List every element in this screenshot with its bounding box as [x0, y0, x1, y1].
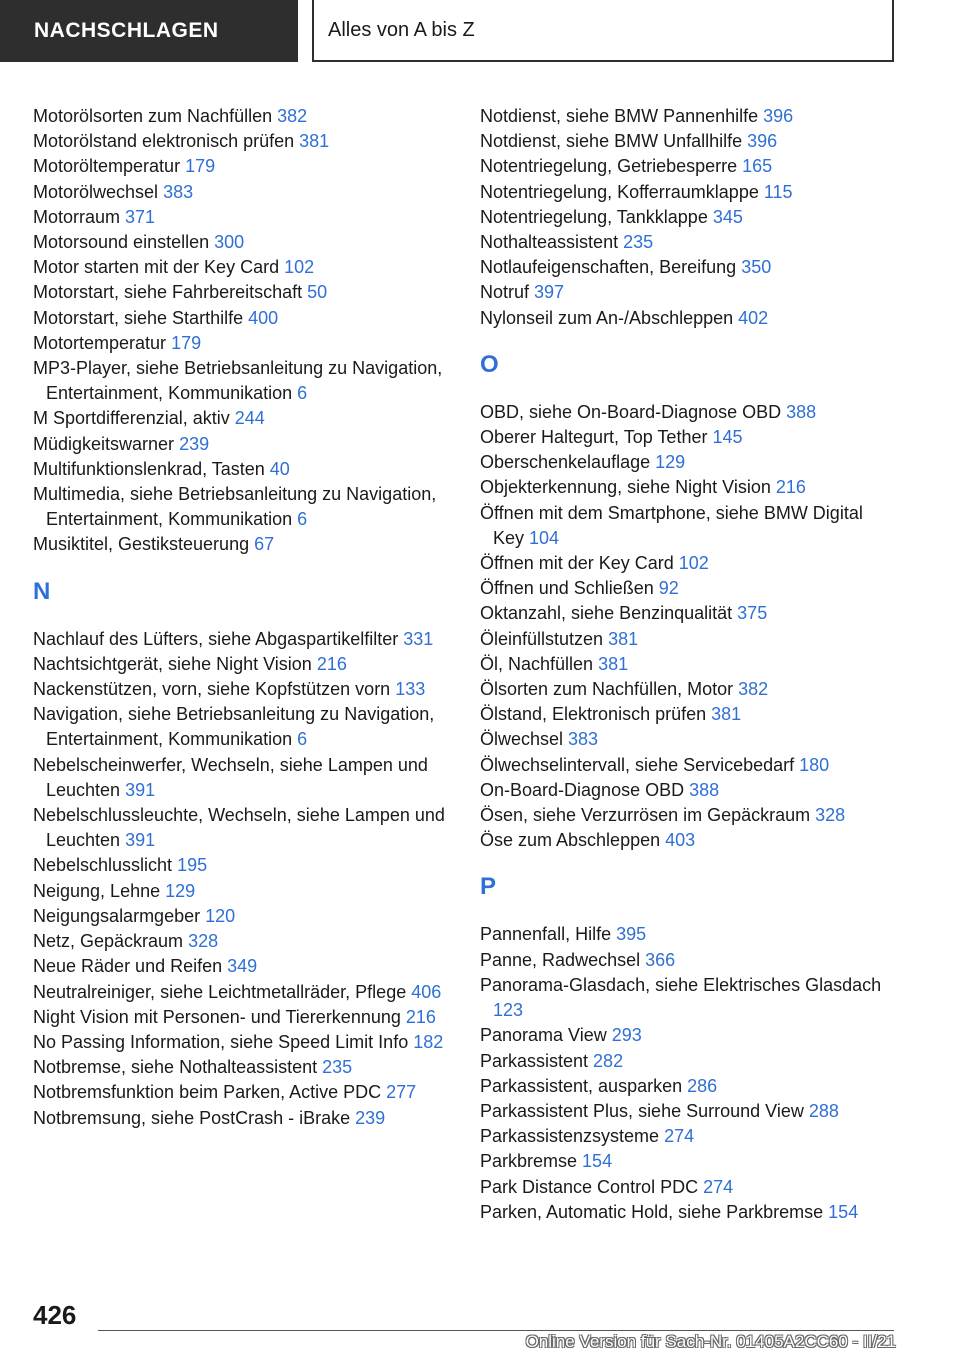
page-reference-link[interactable]: 6: [297, 729, 308, 750]
index-entry: [33, 104, 451, 129]
index-entry: [33, 356, 451, 406]
index-entry-text: OBD, siehe On-Board-Diagnose OBD: [480, 401, 787, 422]
page-reference-link[interactable]: 129: [655, 452, 686, 473]
index-entry-text: Multimedia, siehe Betriebsanleitung zu Navigation, Entertainment, Kommunikation: [33, 484, 437, 530]
index-entry: [480, 180, 898, 205]
index-entry: [480, 551, 898, 576]
page-reference-link[interactable]: 375: [737, 603, 768, 624]
index-entry-text: Nebelschlusslicht: [33, 855, 178, 876]
index-entry-text: Motorraum: [33, 206, 126, 227]
index-entry: [33, 702, 451, 752]
index-entry: [33, 677, 451, 702]
page-reference-link[interactable]: 388: [786, 401, 817, 422]
index-entry: [480, 1049, 898, 1074]
index-letter-heading: N: [33, 577, 51, 605]
index-entry-text: Öleinfüllstutzen: [480, 628, 609, 649]
page-reference-link[interactable]: 6: [297, 509, 308, 530]
page-reference-link[interactable]: 274: [664, 1126, 695, 1147]
index-entry: [480, 677, 898, 702]
index-entry: [33, 853, 451, 878]
page-reference-link[interactable]: 154: [582, 1151, 613, 1172]
index-entry: [33, 904, 451, 929]
page-number: 426: [33, 1300, 77, 1330]
page-reference-link[interactable]: 154: [828, 1201, 859, 1222]
index-entry: [33, 980, 451, 1005]
index-entry: [33, 1030, 451, 1055]
index-entry-text: Oberschenkelauflage: [480, 452, 656, 473]
index-entry-text: Navigation, siehe Betriebsanleitung zu Navigation, Entertainment, Kommunikation: [33, 704, 435, 750]
index-entry: [480, 1124, 898, 1149]
page-reference-link[interactable]: 400: [248, 307, 279, 328]
index-entry-text: Netz, Gepäckraum: [33, 931, 189, 952]
index-letter-heading: O: [480, 350, 499, 378]
index-entry: [480, 154, 898, 179]
index-entry: [480, 475, 898, 500]
index-entry-text: Nothalteassistent: [480, 232, 624, 253]
index-entry-text: Ölsorten zum Nachfüllen, Motor: [480, 679, 739, 700]
index-entry: [33, 1005, 451, 1030]
page-reference-link[interactable]: 382: [738, 679, 769, 700]
page-reference-link[interactable]: 67: [254, 534, 275, 555]
page-reference-link[interactable]: 406: [411, 981, 442, 1002]
index-entry-text: Motorölsorten zum Nachfüllen: [33, 106, 278, 126]
page-reference-link[interactable]: 102: [284, 257, 315, 278]
index-entry: [33, 457, 451, 482]
page-reference-link[interactable]: 274: [703, 1176, 734, 1197]
page-reference-link[interactable]: 371: [125, 206, 156, 227]
index-entry-text: Motorstart, siehe Starthilfe: [33, 307, 249, 328]
page-reference-link[interactable]: 391: [125, 779, 156, 800]
index-entry-text: Objekterkennung, siehe Night Vision: [480, 477, 776, 498]
index-entry-text: Ölstand, Elektronisch prüfen: [480, 704, 712, 725]
page-reference-link[interactable]: 129: [165, 880, 196, 901]
page-reference-link[interactable]: 104: [529, 527, 560, 548]
index-entry-text: Öl, Nachfüllen: [480, 653, 599, 674]
index-entry: [33, 879, 451, 904]
page-reference-link[interactable]: 388: [689, 779, 720, 800]
page-reference-link[interactable]: 235: [322, 1057, 353, 1078]
index-entry-text: Neutralreiniger, siehe Leichtmetallräder, Pflege: [33, 981, 412, 1002]
page-reference-link[interactable]: 165: [742, 156, 773, 177]
page-reference-link[interactable]: 179: [185, 156, 216, 177]
page-reference-link[interactable]: 349: [227, 956, 258, 977]
index-entry: [480, 450, 898, 475]
index-entry: [480, 400, 898, 425]
index-entry-text: M Sportdifferenzial, aktiv: [33, 408, 235, 429]
page-reference-link[interactable]: 300: [214, 232, 245, 253]
index-entry: [480, 778, 898, 803]
index-entry-text: Pannenfall, Hilfe: [480, 924, 617, 945]
index-entry-text: MP3-Player, siehe Betriebsanleitung zu Navigation, Entertainment, Kommunikation: [33, 358, 443, 404]
page-reference-link[interactable]: 381: [608, 628, 639, 649]
footer-version-watermark: Online Version für Sach-Nr. 01405A2CC60 - II/21: [525, 1332, 896, 1351]
index-entry: [480, 104, 898, 129]
page-reference-link[interactable]: 216: [405, 1006, 436, 1027]
index-entry-text: Motorsound einstellen: [33, 232, 215, 253]
page-reference-link[interactable]: 239: [355, 1107, 386, 1128]
index-entry-text: Parkbremse: [480, 1151, 583, 1172]
page-reference-link[interactable]: 381: [711, 704, 742, 725]
index-entry-text: Notdienst, siehe BMW Unfallhilfe: [480, 131, 748, 152]
page-reference-link[interactable]: 383: [568, 729, 599, 750]
index-entry: [480, 1099, 898, 1124]
index-entry-text: Öse zum Abschleppen: [480, 830, 666, 851]
page-reference-link[interactable]: 195: [177, 855, 208, 876]
index-entry-text: Notentriegelung, Getriebesperre: [480, 156, 743, 177]
index-entry: [480, 1175, 898, 1200]
page-reference-link[interactable]: 396: [763, 106, 794, 126]
index-entry: [33, 129, 451, 154]
page-reference-link[interactable]: 92: [658, 578, 679, 599]
page-reference-link[interactable]: 50: [307, 282, 328, 303]
index-entry: [480, 230, 898, 255]
index-entry: [480, 425, 898, 450]
index-entry: [33, 803, 451, 853]
index-entry-text: Motorstart, siehe Fahrbereitschaft: [33, 282, 308, 303]
page-header: [0, 0, 960, 66]
index-entry: [480, 973, 898, 1023]
index-entry: [480, 753, 898, 778]
index-entry-text: Motortemperatur: [33, 332, 172, 353]
index-entry-text: Parken, Automatic Hold, siehe Parkbremse: [480, 1201, 829, 1222]
index-entry: [480, 627, 898, 652]
index-entry-text: Notlaufeigenschaften, Bereifung: [480, 257, 742, 278]
index-entry-text: Nebelscheinwerfer, Wechseln, siehe Lampen und Leuchten: [33, 754, 428, 800]
index-entry-text: Motor starten mit der Key Card: [33, 257, 285, 278]
index-entry: [33, 331, 451, 356]
index-entry: [33, 255, 451, 280]
index-entry-text: Notentriegelung, Tankklappe: [480, 206, 713, 227]
page-reference-link[interactable]: 383: [163, 181, 194, 202]
index-entry-text: Parkassistent: [480, 1050, 594, 1071]
index-column-left: [33, 104, 451, 1131]
index-entry-text: Müdigkeitswarner: [33, 433, 180, 454]
page-reference-link[interactable]: 391: [125, 830, 156, 851]
page-reference-link[interactable]: 395: [616, 924, 647, 945]
index-entry: [480, 601, 898, 626]
index-entry: [33, 929, 451, 954]
index-entry: [480, 1074, 898, 1099]
page-reference-link[interactable]: 244: [234, 408, 265, 429]
index-entry-text: Motorölwechsel: [33, 181, 164, 202]
index-entry-text: No Passing Information, siehe Speed Limit Info: [33, 1031, 414, 1052]
page-reference-link[interactable]: 328: [188, 931, 219, 952]
index-entry-text: Notdienst, siehe BMW Pannenhilfe: [480, 106, 764, 126]
page-reference-link[interactable]: 182: [413, 1031, 444, 1052]
index-entry-text: Panne, Radwechsel: [480, 949, 646, 970]
page-reference-link[interactable]: 396: [747, 131, 778, 152]
page-reference-link[interactable]: 381: [299, 131, 330, 152]
index-entry: [33, 432, 451, 457]
page-reference-link[interactable]: 179: [171, 332, 202, 353]
index-entry: [480, 652, 898, 677]
index-entry: [480, 948, 898, 973]
page-reference-link[interactable]: 216: [316, 653, 347, 674]
index-entry: [33, 306, 451, 331]
index-entry-text: Notbremsfunktion beim Parken, Active PDC: [33, 1082, 387, 1103]
index-entry: [33, 154, 451, 179]
index-entry: [480, 306, 898, 331]
page-reference-link[interactable]: 6: [297, 383, 308, 404]
index-entry-text: Neigung, Lehne: [33, 880, 166, 901]
index-entry: [33, 1106, 451, 1131]
index-entry-text: Nachtsichtgerät, siehe Night Vision: [33, 653, 317, 674]
page-reference-link[interactable]: 123: [493, 1000, 524, 1021]
index-entry: [480, 803, 898, 828]
index-entry-text: Parkassistenzsysteme: [480, 1126, 665, 1147]
index-entry-text: Öffnen mit dem Smartphone, siehe BMW Digital Key: [480, 502, 863, 548]
index-entry-text: Motorölstand elektronisch prüfen: [33, 131, 300, 152]
index-entry: [480, 205, 898, 230]
index-entry: [480, 727, 898, 752]
page-reference-link[interactable]: 40: [269, 458, 290, 479]
index-entry-text: Parkassistent Plus, siehe Surround View: [480, 1100, 809, 1121]
index-letter-heading: P: [480, 873, 497, 901]
index-entry: [33, 532, 451, 557]
page-reference-link[interactable]: 216: [775, 477, 806, 498]
page-reference-link[interactable]: 345: [712, 206, 743, 227]
index-entry: [480, 280, 898, 305]
section-title: Alles von A bis Z: [312, 0, 894, 62]
page-reference-link[interactable]: 239: [179, 433, 210, 454]
page-reference-link[interactable]: 366: [645, 949, 676, 970]
index-entry: [480, 702, 898, 727]
index-entry-text: Notbremsung, siehe PostCrash - iBrake: [33, 1107, 356, 1128]
index-entry-text: Park Distance Control PDC: [480, 1176, 704, 1197]
index-entry: [480, 828, 898, 853]
index-entry: [33, 1055, 451, 1080]
index-entry-text: On-Board-Diagnose OBD: [480, 779, 690, 800]
index-entry-text: Multifunktionslenkrad, Tasten: [33, 458, 270, 479]
index-entry-text: Oberer Haltegurt, Top Tether: [480, 427, 713, 448]
index-entry: [480, 255, 898, 280]
page-reference-link[interactable]: 288: [808, 1100, 839, 1121]
index-entry-text: Parkassistent, ausparken: [480, 1075, 688, 1096]
page-reference-link[interactable]: 180: [799, 754, 830, 775]
index-entry: [33, 406, 451, 431]
index-entry-text: Ölwechsel: [480, 729, 569, 750]
page-reference-link[interactable]: 145: [712, 427, 743, 448]
index-entry: [480, 1149, 898, 1174]
page-reference-link[interactable]: 277: [386, 1082, 417, 1103]
page-reference-link[interactable]: 402: [738, 307, 769, 328]
index-entry: [33, 753, 451, 803]
index-entry-text: Neigungsalarmgeber: [33, 905, 206, 926]
index-entry: [480, 501, 898, 551]
index-entry-text: Nackenstützen, vorn, siehe Kopfstützen vorn: [33, 679, 396, 700]
index-entry-text: Ösen, siehe Verzurrösen im Gepäckraum: [480, 805, 816, 826]
page-reference-link[interactable]: 133: [395, 679, 426, 700]
index-entry-text: Oktanzahl, siehe Benzinqualität: [480, 603, 738, 624]
index-column-right: [480, 104, 898, 1225]
index-entry-text: Nebelschlussleuchte, Wechseln, siehe Lampen und Leuchten: [33, 805, 445, 851]
index-entry-text: Nachlauf des Lüfters, siehe Abgaspartikelfilter: [33, 628, 404, 649]
index-entry-text: Nylonseil zum An-/Abschleppen: [480, 307, 739, 328]
index-entry-text: Öffnen mit der Key Card: [480, 553, 679, 574]
page-reference-link[interactable]: 403: [665, 830, 696, 851]
index-entry: [33, 627, 451, 652]
index-entry: [33, 652, 451, 677]
index-entry: [480, 129, 898, 154]
page-reference-link[interactable]: 350: [741, 257, 772, 278]
index-entry-text: Notentriegelung, Kofferraumklappe: [480, 181, 764, 202]
section-tab: NACHSCHLAGEN: [0, 0, 298, 62]
index-entry-text: Ölwechselintervall, siehe Servicebedarf: [480, 754, 800, 775]
index-entry-text: Panorama View: [480, 1025, 612, 1046]
index-entry: [33, 205, 451, 230]
page-reference-link[interactable]: 293: [611, 1025, 642, 1046]
page-reference-link[interactable]: 102: [678, 553, 709, 574]
index-entry: [33, 482, 451, 532]
index-entry-text: Motoröltemperatur: [33, 156, 186, 177]
page-reference-link[interactable]: 382: [277, 106, 308, 126]
index-entry-text: Notruf: [480, 282, 535, 303]
index-entry: [480, 576, 898, 601]
index-entry: [33, 1080, 451, 1105]
page-reference-link[interactable]: 282: [593, 1050, 624, 1071]
index-entry-text: Öffnen und Schließen: [480, 578, 659, 599]
index-entry-text: Notbremse, siehe Nothalteassistent: [33, 1057, 323, 1078]
page-reference-link[interactable]: 381: [598, 653, 629, 674]
index-entry: [480, 1023, 898, 1048]
index-entry-text: Musiktitel, Gestiksteuerung: [33, 534, 255, 555]
index-entry: [480, 922, 898, 947]
index-entry: [33, 280, 451, 305]
page-reference-link[interactable]: 235: [623, 232, 654, 253]
index-entry: [33, 180, 451, 205]
page-reference-link[interactable]: 331: [403, 628, 434, 649]
page-reference-link[interactable]: 397: [534, 282, 565, 303]
page-reference-link[interactable]: 328: [815, 805, 846, 826]
index-entry-text: Neue Räder und Reifen: [33, 956, 228, 977]
index-entry: [480, 1200, 898, 1225]
page-reference-link[interactable]: 120: [205, 905, 236, 926]
index-entry: [33, 230, 451, 255]
index-entry-text: Night Vision mit Personen- und Tiererkennung: [33, 1006, 406, 1027]
index-entry-text: Panorama-Glasdach, siehe Elektrisches Glasdach: [480, 974, 882, 995]
page-reference-link[interactable]: 286: [687, 1075, 718, 1096]
index-entry: [33, 954, 451, 979]
page-reference-link[interactable]: 115: [763, 181, 793, 202]
footer-divider: [98, 1330, 894, 1331]
